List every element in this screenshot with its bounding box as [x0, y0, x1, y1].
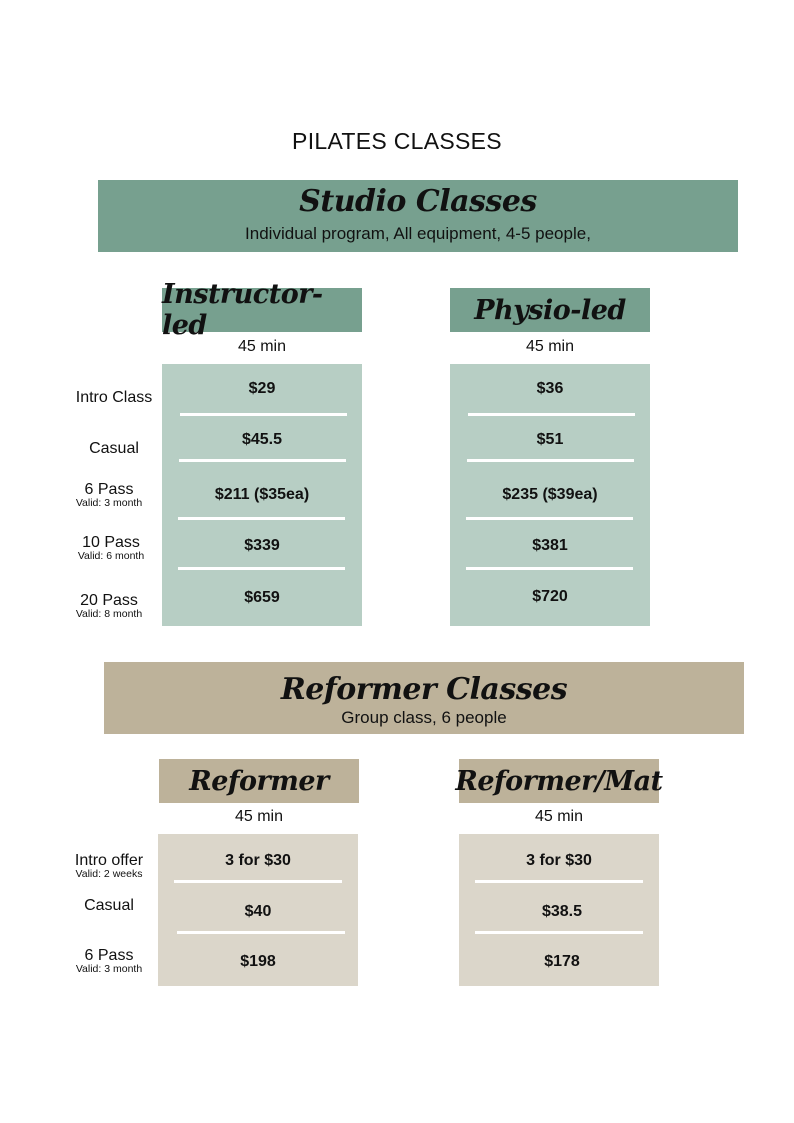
studio-classes-title: Studio Classes — [299, 184, 537, 219]
reformer-mat-price-intro: 3 for $30 — [526, 852, 592, 869]
physio-led-price-20pass: $720 — [532, 588, 568, 605]
divider — [177, 931, 345, 934]
instructor-led-price-20pass: $659 — [244, 589, 280, 606]
divider — [178, 517, 345, 520]
row-label-intro-class — [64, 389, 164, 406]
instructor-led-header: Instructor-led — [162, 288, 362, 332]
row-label-6-pass — [59, 947, 159, 975]
reformer-duration: 45 min — [234, 808, 284, 825]
row-label-text: 6 Pass — [84, 947, 134, 964]
row-label-validity: Valid: 6 month — [77, 550, 145, 562]
physio-led-price-intro: $36 — [536, 380, 564, 397]
row-label-intro-offer — [59, 852, 159, 880]
row-label-text: 6 Pass — [84, 481, 134, 498]
divider — [475, 931, 643, 934]
row-label-casual — [64, 440, 164, 457]
divider — [475, 880, 643, 883]
row-label-text: Intro Class — [75, 389, 153, 406]
row-label-text: Casual — [89, 440, 139, 457]
physio-led-price-casual: $51 — [536, 431, 564, 448]
instructor-led-price-intro: $29 — [248, 380, 276, 397]
divider — [180, 413, 347, 416]
reformer-price-intro: 3 for $30 — [225, 852, 291, 869]
instructor-led-duration: 45 min — [237, 338, 287, 355]
divider — [178, 567, 345, 570]
studio-classes-banner — [98, 180, 738, 252]
reformer-classes-banner — [104, 662, 744, 734]
divider — [467, 459, 634, 462]
row-label-validity: Valid: 3 month — [75, 497, 143, 509]
row-label-text: Intro offer — [74, 852, 144, 869]
row-label-validity: Valid: 2 weeks — [75, 868, 143, 880]
studio-classes-subtitle: Individual program, All equipment, 4-5 people, — [245, 224, 591, 243]
divider — [466, 567, 633, 570]
row-label-text: 20 Pass — [80, 592, 138, 609]
reformer-price-casual: $40 — [244, 903, 272, 920]
divider — [179, 459, 346, 462]
row-label-text: Casual — [84, 897, 134, 914]
reformer-header: Reformer — [159, 759, 359, 803]
divider — [174, 880, 342, 883]
physio-led-price-10pass: $381 — [532, 537, 568, 554]
reformer-mat-price-6pass: $178 — [544, 953, 580, 970]
row-label-20-pass — [59, 592, 159, 620]
divider — [468, 413, 635, 416]
row-label-validity: Valid: 3 month — [75, 963, 143, 975]
physio-led-duration: 45 min — [525, 338, 575, 355]
row-label-10-pass — [61, 534, 161, 562]
row-label-validity: Valid: 8 month — [75, 608, 143, 620]
divider — [466, 517, 633, 520]
row-label-casual — [59, 897, 159, 914]
reformer-mat-header: Reformer/Mat — [459, 759, 659, 803]
row-label-text: 10 Pass — [82, 534, 140, 551]
reformer-price-6pass: $198 — [240, 953, 276, 970]
physio-led-header: Physio-led — [450, 288, 650, 332]
row-label-6-pass — [59, 481, 159, 509]
reformer-classes-title: Reformer Classes — [280, 672, 568, 707]
instructor-led-price-6pass: $211 ($35ea) — [214, 486, 310, 503]
page-title: PILATES CLASSES — [292, 128, 502, 154]
reformer-mat-duration: 45 min — [534, 808, 584, 825]
reformer-mat-price-casual: $38.5 — [541, 903, 583, 920]
physio-led-price-6pass: $235 ($39ea) — [502, 486, 598, 503]
reformer-classes-subtitle: Group class, 6 people — [341, 708, 507, 727]
instructor-led-price-10pass: $339 — [244, 537, 280, 554]
instructor-led-price-casual: $45.5 — [241, 431, 283, 448]
